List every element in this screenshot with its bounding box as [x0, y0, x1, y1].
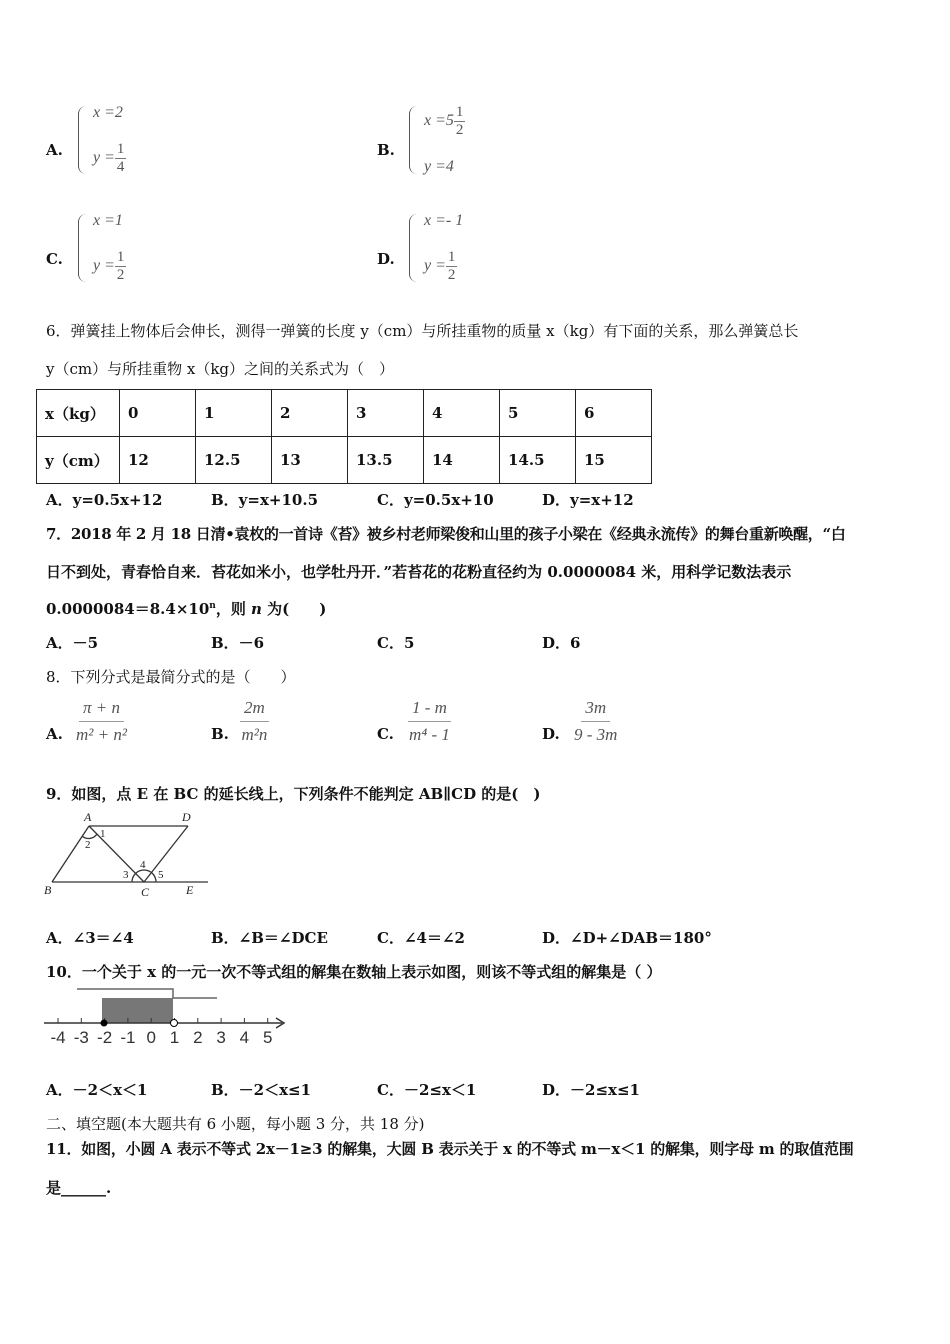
- q8-option-c-label: C.: [377, 725, 394, 743]
- q5-option-b-label: B.: [377, 141, 395, 159]
- q10-option-c: C．－2≤x＜1: [377, 1081, 477, 1099]
- cell: 4: [424, 390, 500, 437]
- cell: 13: [272, 437, 348, 484]
- label-c: C: [141, 885, 150, 899]
- q8-option-b-label: B.: [211, 725, 229, 743]
- q7-stem-line3: $0.0000084=8.4\times 10^n$，则 n 为( ): [46, 600, 327, 618]
- q8-option-d-fraction: 3m 9 - 3m: [574, 698, 618, 744]
- q9-option-d: D．∠D+∠DAB＝180°: [542, 929, 712, 947]
- cell: 14: [424, 437, 500, 484]
- q6-stem-line1: 6．弹簧挂上物体后会伸长，测得一弹簧的长度 y（cm）与所挂重物的质量 x（kg）有下面的关系，那么弹簧总长: [46, 322, 799, 340]
- q10-number-line: [40, 985, 300, 1050]
- cell: 14.5: [500, 437, 576, 484]
- cell: 6: [576, 390, 652, 437]
- q9-option-a: A．∠3＝∠4: [46, 929, 134, 947]
- q8-option-d-label: D.: [542, 725, 560, 743]
- tick-label: -4: [50, 1028, 66, 1047]
- tick-label: -3: [73, 1028, 89, 1047]
- eq-x: x =1: [93, 212, 123, 229]
- eq-y: y = $\frac{1}{4}$: [93, 141, 125, 175]
- eq-x: x =2: [93, 104, 123, 121]
- cell: 1: [196, 390, 272, 437]
- q9-stem: 9．如图，点 E 在 BC 的延长线上，下列条件不能判定 AB∥CD 的是( ): [46, 785, 541, 803]
- label-e: E: [186, 883, 194, 897]
- cell: 13.5: [348, 437, 424, 484]
- label-b: B: [44, 883, 52, 897]
- cell: y（cm）: [37, 437, 120, 484]
- tick-label: 2: [193, 1028, 203, 1047]
- q6-option-c: C．y=0.5x+10: [377, 491, 494, 509]
- section-2-heading: 二、填空题(本大题共有 6 小题，每小题 3 分，共 18 分): [46, 1115, 425, 1133]
- angle-4: 4: [140, 859, 146, 871]
- tick-label: 0: [146, 1028, 156, 1047]
- open-point: [171, 1020, 178, 1027]
- q5-option-a: [78, 104, 126, 176]
- closed-point: [101, 1020, 108, 1027]
- q6-option-a: A．y=0.5x+12: [46, 491, 163, 509]
- q8-option-c-fraction: 1 - m m⁴ - 1: [409, 698, 450, 744]
- q7-stem-line1: 7．2018 年 2 月 18 日清•袁枚的一首诗《苔》被乡村老师梁俊和山里的孩子小梁在《经典永流传》的舞台重新唤醒，“白: [46, 525, 846, 543]
- q8-stem: 8．下列分式是最简分式的是（ ）: [46, 668, 296, 686]
- cell: 2: [272, 390, 348, 437]
- cell: 3: [348, 390, 424, 437]
- q5-option-d-label: D.: [377, 250, 395, 268]
- label-d: D: [182, 810, 191, 824]
- angle-5: 5: [158, 869, 164, 881]
- q6-stem-line2: y（cm）与所挂重物 x（kg）之间的关系式为（ ）: [46, 360, 395, 378]
- eq-x: x =5 $\frac{1}{2}$: [424, 104, 464, 138]
- q9-geometry-figure: [40, 808, 210, 903]
- cell: 12.5: [196, 437, 272, 484]
- q5-option-c: [78, 212, 126, 284]
- table-row: [37, 390, 652, 437]
- q5-option-c-label: C.: [46, 250, 63, 268]
- q9-option-b: B．∠B＝∠DCE: [211, 929, 328, 947]
- q7-option-b: B．－6: [211, 634, 265, 652]
- q10-option-d: D．－2≤x≤1: [542, 1081, 640, 1099]
- q8-option-b-fraction: 2m m²n: [241, 698, 268, 744]
- tick-label: 3: [216, 1028, 226, 1047]
- tick-label: -1: [120, 1028, 136, 1047]
- q8-option-a-fraction: π + n m² + n²: [76, 698, 127, 744]
- q5-option-b: [409, 104, 465, 176]
- tick-label: 1: [169, 1028, 180, 1047]
- q7-option-a: A．－5: [46, 634, 99, 652]
- angle-2: 2: [85, 839, 91, 851]
- q6-table: [36, 389, 652, 484]
- q11-stem-line1: 11．如图，小圆 A 表示不等式 2x－1≥3 的解集，大圆 B 表示关于 x 的不等式 m－x＜1 的解集，则字母 m 的取值范围: [46, 1140, 854, 1158]
- q6-option-b: B．y=x+10.5: [211, 491, 319, 509]
- q5-option-d: [409, 212, 463, 284]
- q11-stem-line2: 是______.: [46, 1179, 112, 1197]
- eq-y: y = $\frac{1}{2}$: [93, 249, 125, 283]
- tick-label: 4: [239, 1028, 250, 1047]
- tick-label: 5: [262, 1028, 273, 1047]
- eq-x: x =- 1: [424, 212, 464, 229]
- cell: 5: [500, 390, 576, 437]
- angle-1: 1: [100, 828, 106, 840]
- q10-option-b: B．－2＜x≤1: [211, 1081, 312, 1099]
- q9-option-c: C．∠4＝∠2: [377, 929, 465, 947]
- angle-3: 3: [123, 869, 129, 881]
- eq-y: y = $\frac{1}{2}$: [424, 249, 456, 283]
- tick-label: -2: [97, 1028, 113, 1047]
- eq-y: y =4: [424, 158, 454, 175]
- cell: 0: [120, 390, 196, 437]
- q10-stem: 10．一个关于 x 的一元一次不等式组的解集在数轴上表示如图，则该不等式组的解集是（ ）: [46, 963, 662, 981]
- cell: x（kg）: [37, 390, 120, 437]
- q7-option-d: D．6: [542, 634, 581, 652]
- table-row: [37, 437, 652, 484]
- q8-option-a-label: A.: [46, 725, 63, 743]
- q7-option-c: C．5: [377, 634, 415, 652]
- q10-option-a: A．－2＜x＜1: [46, 1081, 148, 1099]
- label-a: A: [84, 810, 92, 824]
- q5-option-a-label: A.: [46, 141, 63, 159]
- cell: 15: [576, 437, 652, 484]
- cell: 12: [120, 437, 196, 484]
- q6-option-d: D．y=x+12: [542, 491, 634, 509]
- q7-stem-line2: 日不到处，青春恰自来．苔花如米小，也学牡丹开．”若苔花的花粉直径约为 0.0000084 米，用科学记数法表示: [46, 563, 792, 581]
